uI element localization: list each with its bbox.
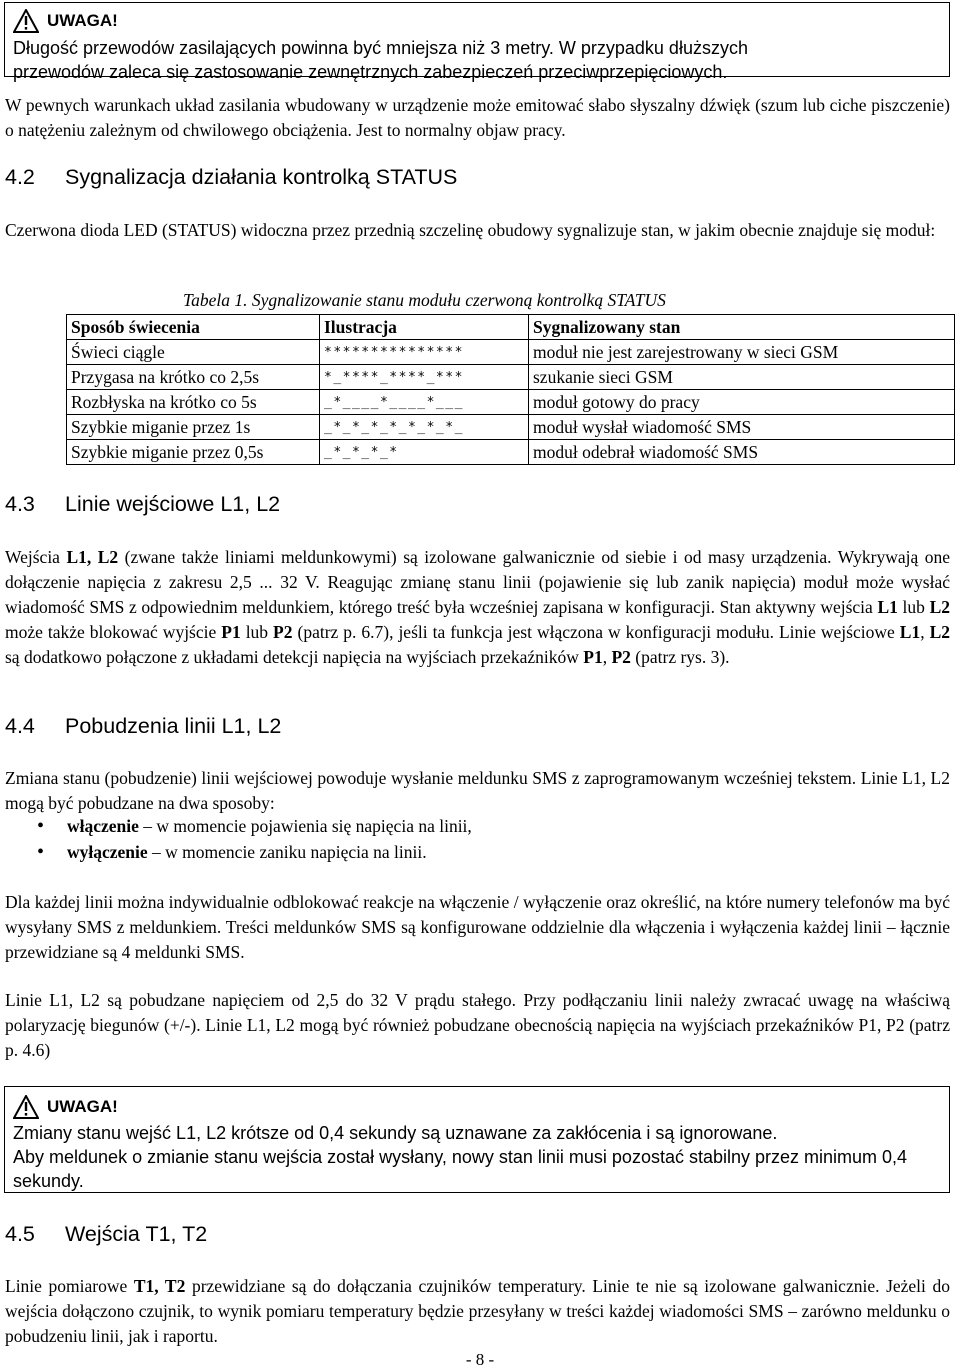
section-paragraph: Zmiana stanu (pobudzenie) linii wejściowej powoduje wysłanie meldunku SMS z zaprogramowanym wcześniej tekstem. Linie L1, L2 mogą być pobudzane na dwa sposoby: <box>5 768 950 813</box>
warning-line: przewodów zaleca się zastosowanie zewnętrznych zabezpieczeń przeciwprzepięciowych. <box>13 62 728 82</box>
table-header-cell: Ilustracja <box>320 315 529 340</box>
table-row <box>67 415 955 440</box>
table-caption: Tabela 1. Sygnalizowanie stanu modułu czerwoną kontrolką STATUS <box>183 290 666 310</box>
section-heading-4-3 <box>5 492 280 517</box>
warning-line: Długość przewodów zasilających powinna być mniejsza niż 3 metry. W przypadku dłuższych <box>13 38 748 58</box>
table-cell: Rozbłyska na krótko co 5s <box>67 390 320 415</box>
warning-box-power <box>4 2 950 82</box>
list-item: • włączenie – w momencie pojawienia się napięcia na linii, <box>5 814 472 840</box>
table-cell: moduł wysłał wiadomość SMS <box>529 415 955 440</box>
list-item: • wyłączenie – w momencie zaniku napięcia na linii. <box>5 840 472 866</box>
section-heading-4-5 <box>5 1222 207 1247</box>
section-number: 4.3 <box>5 492 35 516</box>
table-cell: Szybkie miganie przez 0,5s <box>67 440 320 465</box>
section-title: Linie wejściowe L1, L2 <box>65 492 281 516</box>
warning-title-text: UWAGA! <box>47 1097 118 1116</box>
table-cell: Świeci ciągle <box>67 340 320 365</box>
warning-line: Zmiany stanu wejść L1, L2 krótsze od 0,4 sekundy są uznawane za zakłócenia i są ignorowane. <box>13 1123 778 1143</box>
bullet-list <box>5 814 472 866</box>
warning-title <box>13 1095 941 1119</box>
table-row <box>67 340 955 365</box>
warning-box-inputs <box>4 1086 950 1193</box>
intro-paragraph: W pewnych warunkach układ zasilania wbudowany w urządzenie może emitować słabo słyszalny dźwięk (szum lub ciche piszczenie) o natężeniu zależnym od chwilowego obciążenia. Jest to normalny objaw pracy. <box>5 95 950 140</box>
section-number: 4.5 <box>5 1222 35 1246</box>
table-cell-illustration: _*_*_*_*_*_*_*_ <box>320 415 529 440</box>
table-cell: moduł odebrał wiadomość SMS <box>529 440 955 465</box>
table-header-row <box>67 315 955 340</box>
table-cell-illustration: *_****_****_*** <box>320 365 529 390</box>
section-number: 4.4 <box>5 714 35 738</box>
section-paragraph: Czerwona dioda LED (STATUS) widoczna przez przednią szczelinę obudowy sygnalizuje stan, w jakim obecnie znajduje się moduł: <box>5 220 936 240</box>
section-number: 4.2 <box>5 165 35 189</box>
table-cell: moduł nie jest zarejestrowany w sieci GSM <box>529 340 955 365</box>
table-header-cell: Sygnalizowany stan <box>529 315 955 340</box>
table-cell-illustration: *************** <box>320 340 529 365</box>
table-row <box>67 390 955 415</box>
warning-title <box>13 9 941 33</box>
section-title: Sygnalizacja działania kontrolką STATUS <box>65 165 458 189</box>
section-paragraph: Wejścia L1, L2 (zwane także liniami meldunkowymi) są izolowane galwanicznie od siebie i od masy urządzenia. Wykrywają one dołączenie napięcia z zakresu 2,5 ... 32 V. Reagując zmianę stanu linii (pojawienie się lub zanik napięcia) moduł może wysłać wiadomość SMS z odpowiednim meldunkiem, którego treść była wcześniej zapisana w konfiguracji. Stan aktywny wejścia L1 lub L2 może także blokować wyjście P1 lub P2 (patrz p. 6.7), jeśli ta funkcja jest włączona w konfiguracji modułu. Linie wejściowe L1, L2 są dodatkowo połączone z układami detekcji napięcia na wyjściach przekaźników P1, P2 (patrz rys. 3). <box>5 547 951 667</box>
section-paragraph: Linie pomiarowe T1, T2 przewidziane są do dołączania czujników temperatury. Linie te nie są izolowane galwanicznie. Jeżeli do wejścia dołączono czujnik, to wynik pomiaru temperatury będzie przesyłany w treści każdej wiadomości SMS – zarówno meldunku o pobudzeniu linii, jak i raportu. <box>5 1276 950 1346</box>
table-cell: moduł gotowy do pracy <box>529 390 955 415</box>
warning-line: Aby meldunek o zmianie stanu wejścia został wysłany, nowy stan linii musi pozostać stabilny przez minimum 0,4 sekundy. <box>13 1147 908 1191</box>
status-table <box>66 314 955 465</box>
section-heading-4-4 <box>5 714 281 739</box>
section-heading-4-2 <box>5 165 457 190</box>
table-row <box>67 440 955 465</box>
table-cell: szukanie sieci GSM <box>529 365 955 390</box>
table-cell-illustration: _*_*_*_* <box>320 440 529 465</box>
table-cell: Szybkie miganie przez 1s <box>67 415 320 440</box>
section-paragraph: Dla każdej linii można indywidualnie odblokować reakcje na włączenie / wyłączenie oraz określić, na które numery telefonów ma być wysyłany SMS z meldunkiem. Treści meldunków SMS są konfigurowane oddzielnie dla włączenia i wyłączenia każdej linii – łącznie przewidziane są 4 meldunki SMS. <box>5 892 950 962</box>
table-cell-illustration: _*____*____*___ <box>320 390 529 415</box>
table-row <box>67 365 955 390</box>
table-cell: Przygasa na krótko co 2,5s <box>67 365 320 390</box>
table-header-cell: Sposób świecenia <box>67 315 320 340</box>
section-paragraph: Linie L1, L2 są pobudzane napięciem od 2,5 do 32 V prądu stałego. Przy podłączaniu linii należy zwracać uwagę na właściwą polaryzację biegunów (+/-). Linie L1, L2 mogą być również pobudzane obecnością napięcia na wyjściach przekaźników P1, P2 (patrz p. 4.6) <box>5 990 950 1060</box>
section-title: Wejścia T1, T2 <box>65 1222 208 1246</box>
warning-triangle-icon <box>13 1095 39 1119</box>
section-title: Pobudzenia linii L1, L2 <box>65 714 282 738</box>
warning-title-text: UWAGA! <box>47 11 118 30</box>
page-number: - 8 - <box>465 1350 495 1369</box>
warning-triangle-icon <box>13 9 39 33</box>
